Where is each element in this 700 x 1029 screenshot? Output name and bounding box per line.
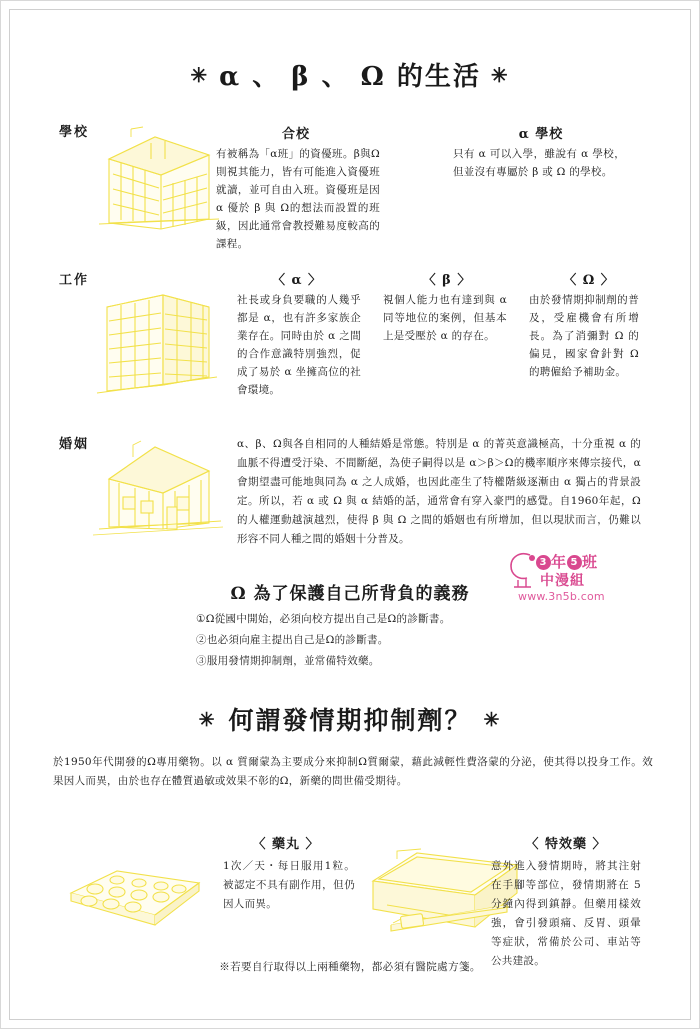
pill-heading: 〈 藥丸 〉 [252, 837, 320, 852]
list-item: ②也必須向雇主提出自己是Ω的診斷書。 [196, 634, 389, 646]
star-icon: ✳ [190, 63, 210, 87]
school-col1-text: 有被稱為「α班」的資優班。β與Ω則視其能力，皆有可能進入資優班就讀，並可自由入班。資優班是因 α 優於 β 與 Ω的想法而設置的班級，因此通常會教授難易度較高的課程。 [216, 148, 380, 250]
special-text: 意外進入發情期時，將其注射在手腳等部位，發情期將在 5 分鐘內得到鎮靜。但藥用樣效強，會引發頭痛、反胃、頭暈等症狀，常備於公司、車站等公共建設。 [491, 860, 641, 967]
office-building-illustration [91, 273, 221, 403]
list-item: ③服用發情期抑制劑，並常備特效藥。 [196, 655, 380, 667]
work-col2-text: 視個人能力也有達到與 α 同等地位的案例，但基本上是受壓於 α 的存在。 [383, 294, 507, 342]
stamp-num1: 3 [536, 555, 551, 570]
star-icon: ✳ [198, 709, 217, 731]
row-label-work: 工作 [59, 273, 90, 288]
pill-sheet-illustration [59, 863, 209, 941]
section2-title-text: 何謂發情期抑制劑？ [228, 706, 472, 735]
stamp-text1: 年 [551, 553, 568, 571]
school-col1-heading: 合校 [281, 127, 310, 142]
school-col2-text: 只有 α 可以入學，雖說有 α 學校，但並沒有專屬於 β 或 Ω 的學校。 [453, 148, 625, 178]
pill-text: 1次／天・每日服用1粒。被認定不具有副作用，但仍因人而異。 [223, 860, 355, 910]
work-col1-text: 社長或身負要職的人幾乎都是 α，也有許多家族企業存在。同時由於 α 之間的合作意識特別強烈，促成了易於 α 坐擁高位的社會環境。 [237, 294, 361, 396]
stamp-url: www.3n5b.com [518, 590, 605, 603]
page-title [1, 56, 699, 93]
obligation-heading: Ω 為了保護自己所背負的義務 [230, 584, 470, 604]
work-col1-heading: 〈 α 〉 [271, 273, 323, 288]
stamp-num2: 5 [567, 555, 582, 570]
marriage-text: α、β、Ω與各自相同的人種結婚是常態。特別是 α 的菁英意識極高，十分重視 α 的血脈不得遭受汙染、不間斷絕，為使子嗣得以是 α＞β＞Ω的機率順序來傳宗接代，α 會期望盡可能地與同為 α 之人成婚，也因此產生了特權階級逐漸由 α 獨占的背景設定。所以，若 α 或 Ω 與 α 結婚的話，通常會有穿入豪門的感覺。自1960年起，Ω 的人權運動越演越烈，使得 β 與 Ω 之間的婚姻也有所增加，但以現狀而言，仍難以形容不同人種之間的婚姻十分普及。 [237, 438, 641, 545]
page-title-text: α 、 β 、 Ω 的生活 [219, 62, 481, 92]
section2-title [1, 701, 699, 737]
section2-footnote: ※若要自行取得以上兩種藥物，都必須有醫院處方箋。 [219, 961, 481, 973]
star-icon: ✳ [483, 709, 502, 731]
obligation-list [196, 609, 566, 672]
special-heading: 〈 特效藥 〉 [525, 837, 607, 852]
house-illustration [89, 431, 225, 541]
work-col3-text: 由於發情期抑制劑的普及，受雇機會有所增長。為了消彌對 Ω 的偏見，國家會針對 Ω 的聘僱給予補助金。 [529, 294, 639, 378]
star-icon: ✳ [490, 63, 510, 87]
list-item: ①Ω從國中開始，必須向校方提出自己是Ω的診斷書。 [196, 613, 451, 625]
work-col2-heading: 〈 β 〉 [422, 273, 472, 288]
stamp-text2: 班 [582, 553, 599, 571]
school-building-illustration [91, 119, 221, 239]
section2-intro: 於1950年代開發的Ω專用藥物。以 α 質爾蒙為主要成分來抑制Ω質爾蒙，藉此減輕性費洛蒙的分泌，使其得以投身工作。效果因人而異，由於也存在體質過敏或效果不彰的Ω，新藥的問世備受期待。 [53, 756, 653, 787]
work-col3-heading: 〈 Ω 〉 [563, 273, 615, 288]
stamp-line1 [536, 551, 598, 572]
row-label-school: 學校 [59, 125, 90, 140]
school-col2-heading: α 學校 [518, 127, 564, 142]
row-label-marriage: 婚姻 [59, 437, 90, 452]
stamp-line2: 中漫組 [540, 573, 585, 589]
